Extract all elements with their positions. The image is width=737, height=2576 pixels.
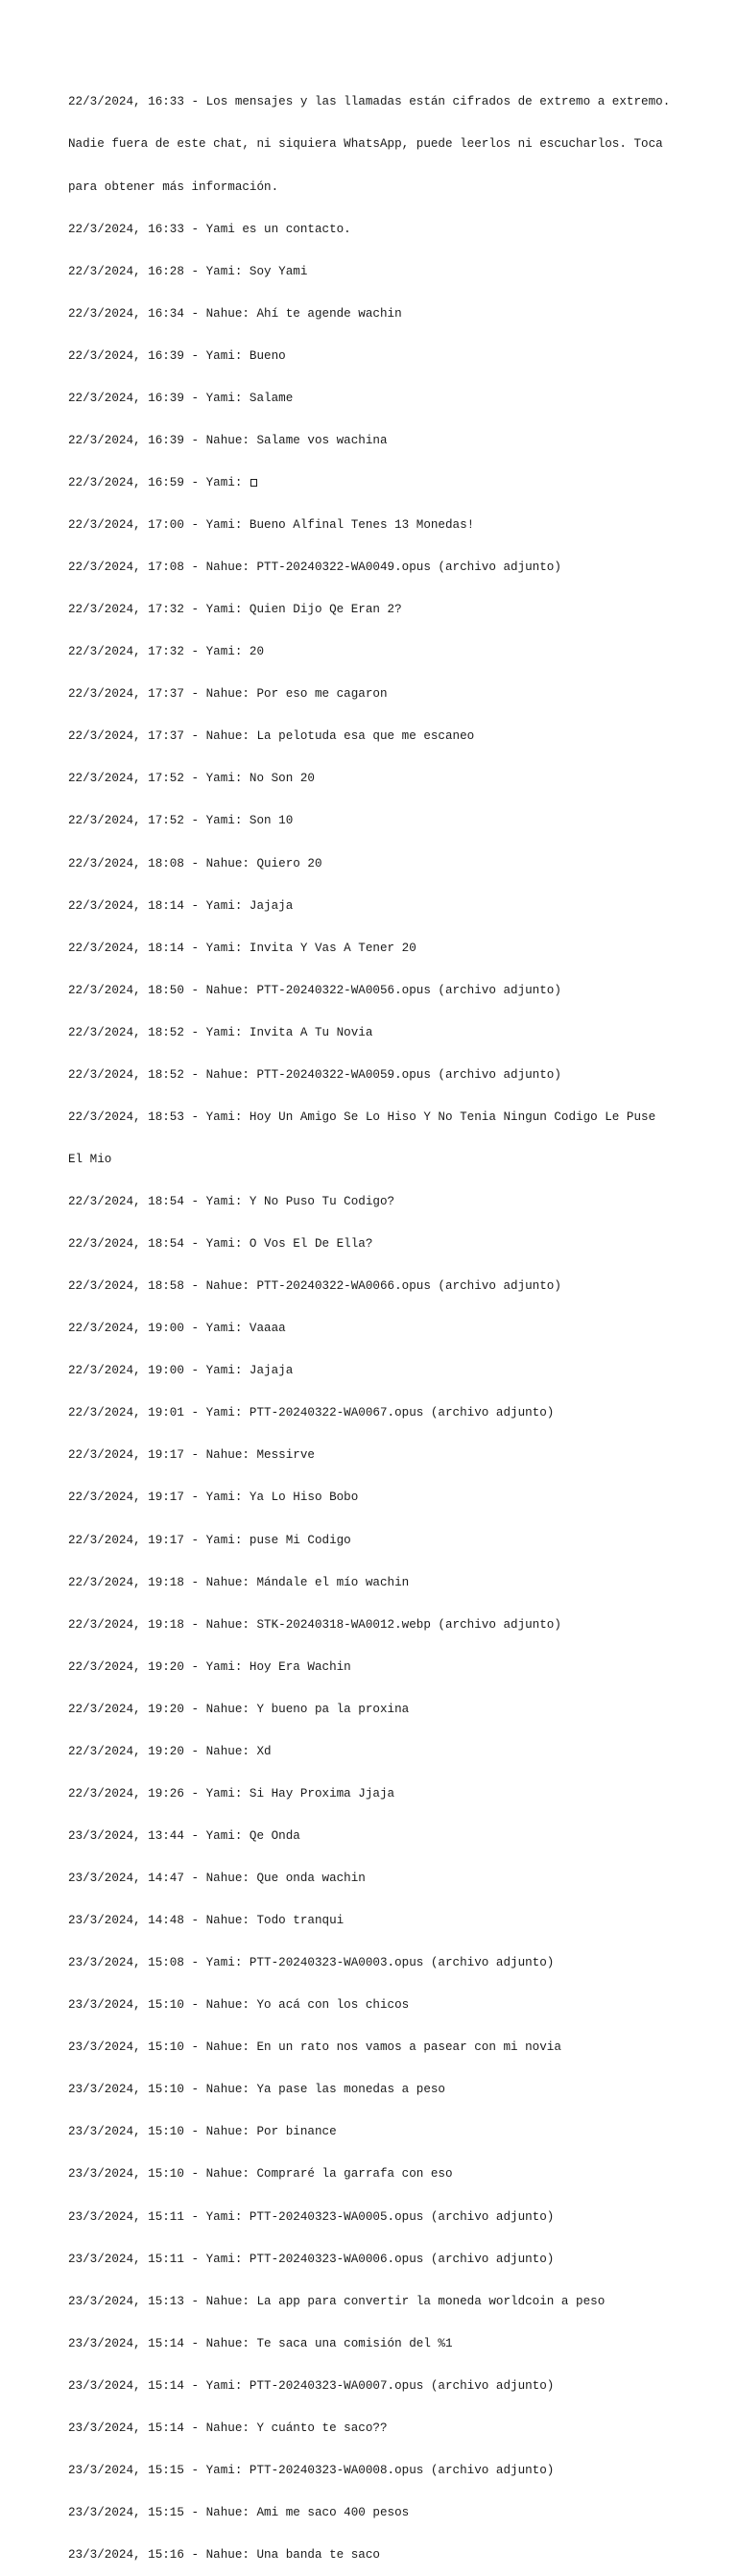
chat-line: 23/3/2024, 15:16 - Nahue: Una banda te saco <box>68 2548 380 2562</box>
chat-line: 22/3/2024, 16:34 - Nahue: Ahí te agende wachin <box>68 306 402 321</box>
chat-line: 23/3/2024, 15:10 - Nahue: Por binance <box>68 2125 337 2139</box>
chat-line: 22/3/2024, 17:32 - Yami: Quien Dijo Qe Eran 2? <box>68 603 402 617</box>
chat-line: 22/3/2024, 18:08 - Nahue: Quiero 20 <box>68 856 322 871</box>
chat-line: 22/3/2024, 17:52 - Yami: Son 10 <box>68 814 294 828</box>
encryption-notice-line-1: 22/3/2024, 16:33 - Los mensajes y las llamadas están cifrados de extremo a extremo. <box>68 95 671 109</box>
chat-line: 22/3/2024, 18:54 - Yami: O Vos El De Ella? <box>68 1237 373 1252</box>
chat-line: 22/3/2024, 17:52 - Yami: No Son 20 <box>68 772 315 786</box>
chat-line: 22/3/2024, 19:18 - Nahue: Mándale el mío wachin <box>68 1575 410 1589</box>
chat-line: 22/3/2024, 17:37 - Nahue: La pelotuda esa que me escaneo <box>68 729 475 744</box>
chat-line: 22/3/2024, 17:37 - Nahue: Por eso me cagaron <box>68 687 388 702</box>
chat-line: 22/3/2024, 19:00 - Yami: Vaaaa <box>68 1322 286 1336</box>
chat-line: 22/3/2024, 18:54 - Yami: Y No Puso Tu Codigo? <box>68 1195 395 1208</box>
missing-glyph-icon <box>250 479 257 487</box>
chat-line: 22/3/2024, 18:52 - Nahue: PTT-20240322-WA0059.opus (archivo adjunto) <box>68 1067 561 1082</box>
chat-line: 22/3/2024, 19:01 - Yami: PTT-20240322-WA0067.opus (archivo adjunto) <box>68 1406 555 1420</box>
chat-line: 23/3/2024, 14:48 - Nahue: Todo tranqui <box>68 1914 345 1928</box>
chat-line: 22/3/2024, 19:20 - Yami: Hoy Era Wachin <box>68 1659 351 1674</box>
chat-line: 23/3/2024, 15:10 - Nahue: Yo acá con los chicos <box>68 1998 410 2013</box>
chat-line: 23/3/2024, 15:10 - Nahue: En un rato nos vamos a pasear con mi novia <box>68 2040 561 2055</box>
chat-line: 22/3/2024, 19:17 - Yami: Ya Lo Hiso Bobo <box>68 1491 359 1505</box>
chat-line: 23/3/2024, 15:14 - Nahue: Y cuánto te saco?? <box>68 2421 388 2435</box>
chat-line: 22/3/2024, 19:00 - Yami: Jajaja <box>68 1364 294 1378</box>
chat-line: 22/3/2024, 17:08 - Nahue: PTT-20240322-WA0049.opus (archivo adjunto) <box>68 561 561 575</box>
chat-line-continuation: El Mio <box>68 1152 112 1166</box>
chat-line: 22/3/2024, 18:14 - Yami: Jajaja <box>68 898 294 913</box>
chat-line: 22/3/2024, 16:33 - Yami es un contacto. <box>68 222 351 236</box>
chat-line: 23/3/2024, 15:10 - Nahue: Compraré la garrafa con eso <box>68 2167 453 2182</box>
chat-line: 22/3/2024, 18:52 - Yami: Invita A Tu Novia <box>68 1025 373 1039</box>
chat-line: 22/3/2024, 17:32 - Yami: 20 <box>68 645 265 659</box>
chat-transcript <box>68 67 673 2576</box>
chat-line: 22/3/2024, 16:28 - Yami: Soy Yami <box>68 264 308 278</box>
chat-line: 23/3/2024, 15:10 - Nahue: Ya pase las monedas a peso <box>68 2083 445 2097</box>
chat-line: 23/3/2024, 15:11 - Yami: PTT-20240323-WA0006.opus (archivo adjunto) <box>68 2252 555 2266</box>
chat-line: 22/3/2024, 18:58 - Nahue: PTT-20240322-WA0066.opus (archivo adjunto) <box>68 1279 561 1294</box>
chat-line: 22/3/2024, 19:17 - Nahue: Messirve <box>68 1448 315 1463</box>
chat-line: 22/3/2024, 19:20 - Nahue: Y bueno pa la proxina <box>68 1702 410 1716</box>
chat-line: 22/3/2024, 16:39 - Yami: Salame <box>68 391 294 405</box>
chat-line: 22/3/2024, 18:14 - Yami: Invita Y Vas A Tener 20 <box>68 941 416 955</box>
chat-line: 22/3/2024, 17:00 - Yami: Bueno Alfinal Tenes 13 Monedas! <box>68 518 475 532</box>
chat-line: 22/3/2024, 19:18 - Nahue: STK-20240318-WA0012.webp (archivo adjunto) <box>68 1617 561 1632</box>
chat-line: 23/3/2024, 14:47 - Nahue: Que onda wachin <box>68 1872 366 1885</box>
encryption-notice-line-3: para obtener más información. <box>68 179 279 194</box>
chat-line: 22/3/2024, 18:53 - Yami: Hoy Un Amigo Se Lo Hiso Y No Tenia Ningun Codigo Le Puse <box>68 1109 656 1124</box>
chat-line: 23/3/2024, 15:14 - Yami: PTT-20240323-WA0007.opus (archivo adjunto) <box>68 2378 555 2393</box>
chat-line: 23/3/2024, 15:14 - Nahue: Te saca una comisión del %1 <box>68 2336 453 2350</box>
chat-line: 22/3/2024, 16:39 - Nahue: Salame vos wachina <box>68 433 388 447</box>
encryption-notice-line-2: Nadie fuera de este chat, ni siquiera WhatsApp, puede leerlos ni escucharlos. Toca <box>68 137 663 152</box>
chat-line: 22/3/2024, 16:39 - Yami: Bueno <box>68 348 286 363</box>
chat-line: 22/3/2024, 19:26 - Yami: Si Hay Proxima Jjaja <box>68 1786 395 1801</box>
chat-line: 23/3/2024, 15:15 - Nahue: Ami me saco 400 pesos <box>68 2505 410 2519</box>
chat-line: 23/3/2024, 13:44 - Yami: Qe Onda <box>68 1828 300 1843</box>
chat-line: 23/3/2024, 15:15 - Yami: PTT-20240323-WA0008.opus (archivo adjunto) <box>68 2463 555 2477</box>
chat-line-emoji <box>68 476 673 490</box>
chat-line: 23/3/2024, 15:08 - Yami: PTT-20240323-WA0003.opus (archivo adjunto) <box>68 1956 555 1970</box>
chat-line-prefix: 22/3/2024, 16:59 - Yami: <box>68 475 250 489</box>
chat-line: 23/3/2024, 15:13 - Nahue: La app para convertir la moneda worldcoin a peso <box>68 2294 606 2308</box>
chat-line: 22/3/2024, 18:50 - Nahue: PTT-20240322-WA0056.opus (archivo adjunto) <box>68 983 561 997</box>
chat-line: 22/3/2024, 19:17 - Yami: puse Mi Codigo <box>68 1533 351 1547</box>
chat-line: 22/3/2024, 19:20 - Nahue: Xd <box>68 1744 272 1758</box>
chat-line: 23/3/2024, 15:11 - Yami: PTT-20240323-WA0005.opus (archivo adjunto) <box>68 2209 555 2224</box>
